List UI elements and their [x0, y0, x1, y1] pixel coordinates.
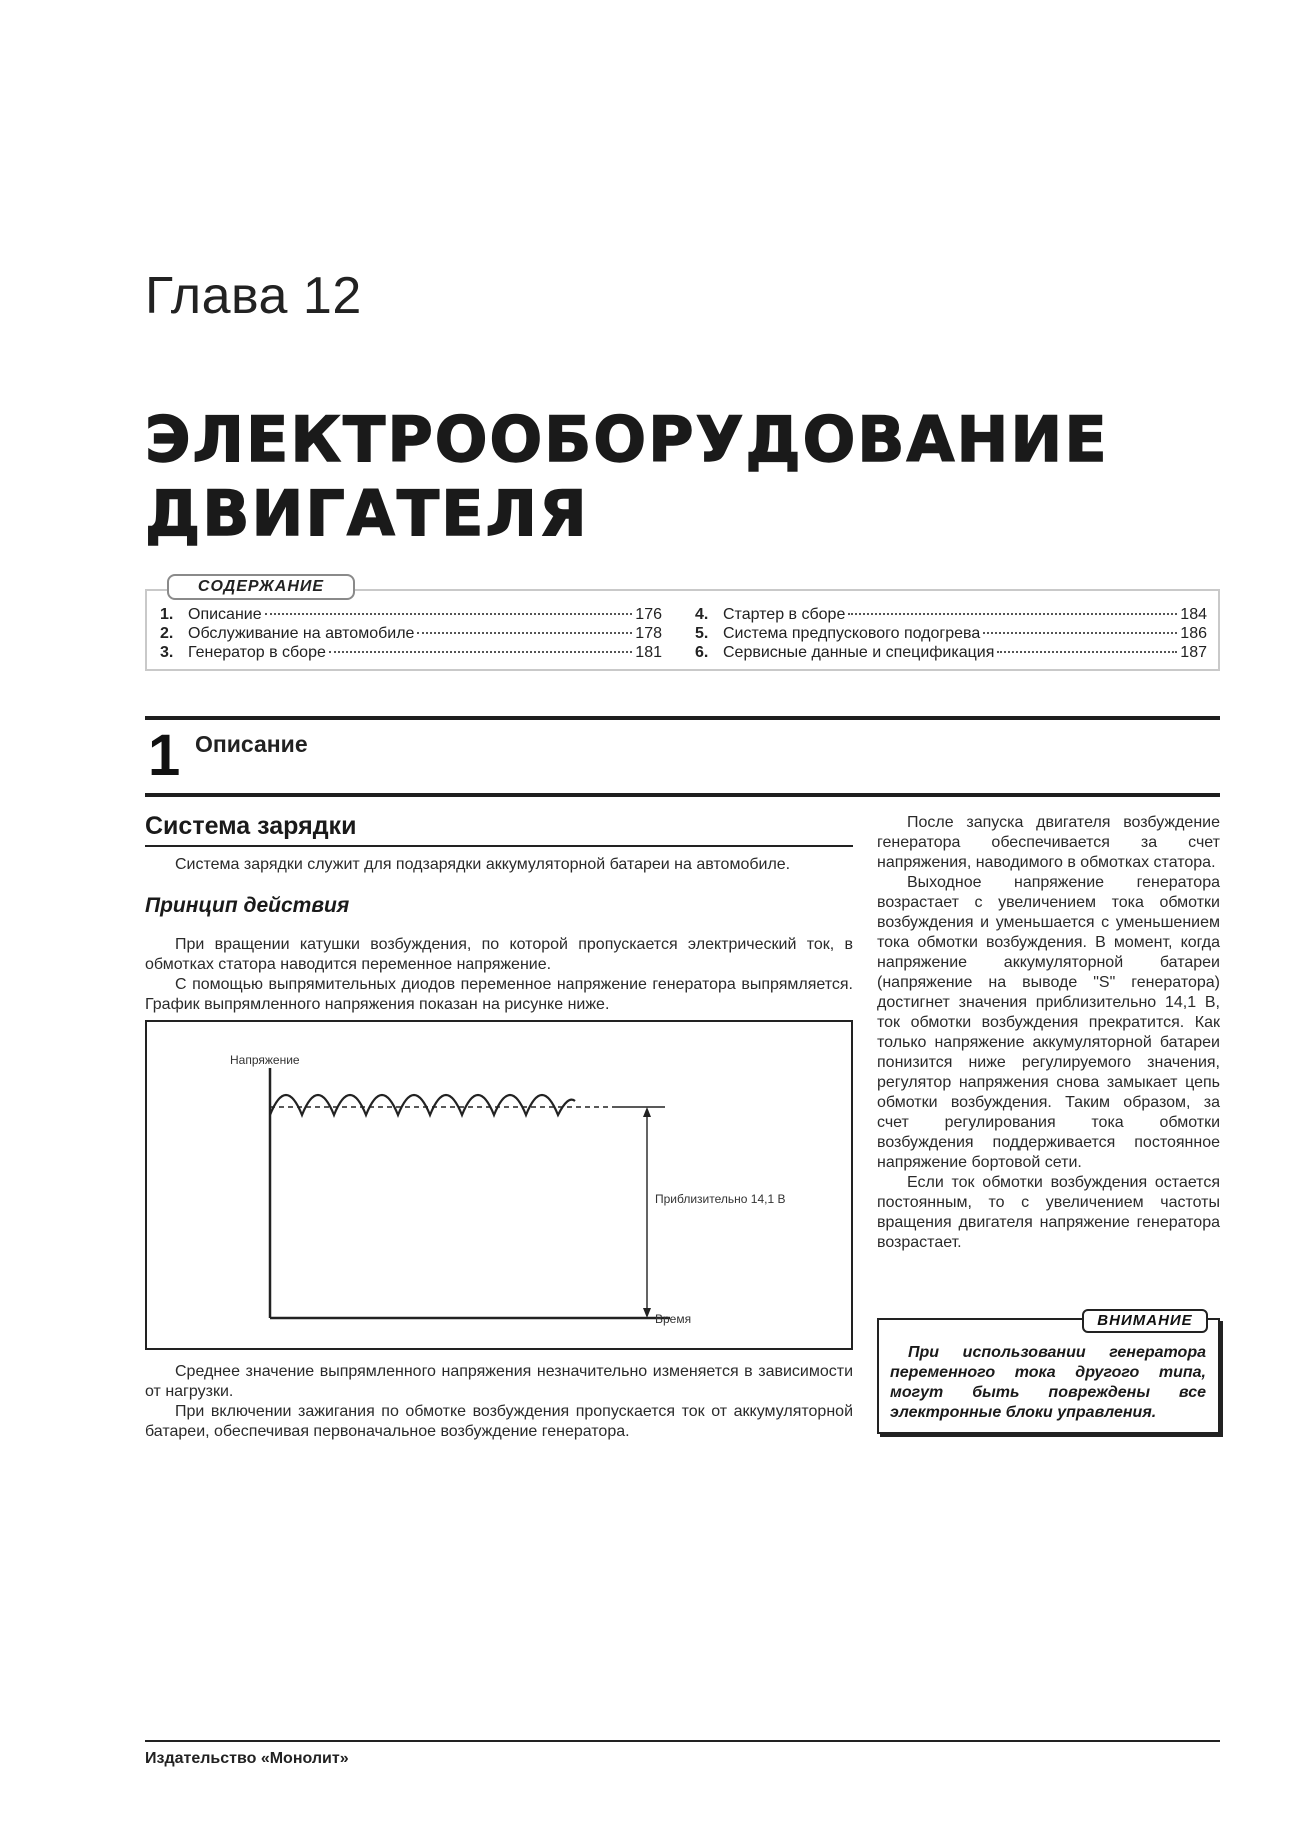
paragraph: При включении зажигания по обмотке возбуждения пропускается ток от аккумуляторной батареи, обеспечивая первоначальное возбуждение генератора.	[145, 1403, 853, 1440]
rectified-voltage-diagram	[145, 1020, 853, 1350]
toc-item-label: Обслуживание на автомобиле	[188, 625, 415, 642]
toc-item-page: 186	[1180, 625, 1207, 642]
toc-item-page: 178	[635, 625, 662, 642]
paragraph: После запуска двигателя возбуждение генератора обеспечивается за счет напряжения, наводимого в обмотках статора.	[877, 814, 1220, 871]
toc-item[interactable]	[695, 643, 1207, 662]
diagram-x-label: Время	[655, 1312, 692, 1326]
diagram-level-label: Приблизительно 14,1 В	[655, 1192, 786, 1206]
section-bottom-rule	[145, 793, 1220, 797]
toc-item-label: Генератор в сборе	[188, 644, 326, 661]
toc-leader-dots	[997, 651, 1177, 653]
warning-text-block	[890, 1343, 1206, 1423]
chapter-label: Глава 12	[145, 267, 362, 325]
principle-text-block	[145, 935, 853, 1015]
toc-item-label: Система предпускового подогрева	[723, 625, 981, 642]
toc-right-column	[695, 605, 1207, 662]
warning-text: При использовании генератора переменного тока другого типа, могут быть повреждены все электронные блоки управления.	[890, 1344, 1206, 1421]
chapter-title-line-1: ЭЛЕКТРООБОРУДОВАНИЕ	[145, 403, 1109, 476]
section-number: 1	[148, 723, 181, 788]
toc-item[interactable]	[160, 643, 662, 662]
toc-item-number: 3.	[160, 644, 174, 661]
toc-left-column	[160, 605, 662, 662]
chapter-title-line-2: ДВИГАТЕЛЯ	[145, 477, 589, 550]
after-figure-text-block	[145, 1362, 853, 1442]
arrow-up-icon	[643, 1107, 651, 1117]
arrow-down-icon	[643, 1308, 651, 1318]
toc-leader-dots	[417, 632, 632, 634]
toc-leader-dots	[265, 613, 633, 615]
warning-label: ВНИМАНИЕ	[1082, 1309, 1208, 1333]
toc-item[interactable]	[695, 624, 1207, 643]
section-title: Описание	[195, 731, 308, 757]
paragraph: Среднее значение выпрямленного напряжения незначительно изменяется в зависимости от нагрузки.	[145, 1363, 853, 1400]
toc-item[interactable]	[695, 605, 1207, 624]
section-top-rule	[145, 716, 1220, 720]
toc-item[interactable]	[160, 624, 662, 643]
right-column-text	[877, 813, 1220, 1253]
paragraph: При вращении катушки возбуждения, по которой пропускается электрический ток, в обмотках статора наводится переменное напряжение.	[145, 936, 853, 973]
toc-label: СОДЕРЖАНИЕ	[167, 574, 355, 600]
toc-item-page: 184	[1180, 606, 1207, 623]
toc-leader-dots	[983, 632, 1177, 634]
toc-item-label: Стартер в сборе	[723, 606, 846, 623]
footer-rule	[145, 1740, 1220, 1742]
toc-item-number: 6.	[695, 644, 709, 661]
toc-item-page: 187	[1180, 644, 1207, 661]
subsection-heading: Система зарядки	[145, 812, 357, 840]
toc-item-number: 1.	[160, 606, 174, 623]
intro-paragraph	[145, 855, 853, 875]
toc-item-number: 4.	[695, 606, 709, 623]
paragraph: С помощью выпрямительных диодов переменное напряжение генератора выпрямляется. График выпрямленного напряжения показан на рисунке ниже.	[145, 976, 853, 1013]
toc-item-page: 176	[635, 606, 662, 623]
intro-text: Система зарядки служит для подзарядки аккумуляторной батареи на автомобиле.	[175, 856, 791, 873]
principle-heading: Принцип действия	[145, 894, 350, 917]
toc-item-label: Сервисные данные и спецификация	[723, 644, 995, 661]
toc-item[interactable]	[160, 605, 662, 624]
toc-leader-dots	[848, 613, 1177, 615]
toc-item-page: 181	[635, 644, 662, 661]
publisher-name: Издательство «Монолит»	[145, 1750, 349, 1767]
rectified-voltage-waveform	[270, 1095, 575, 1115]
toc-item-label: Описание	[188, 606, 262, 623]
diagram-y-label: Напряжение	[230, 1053, 300, 1067]
toc-item-number: 2.	[160, 625, 174, 642]
chapter-title	[145, 403, 1109, 551]
toc-item-number: 5.	[695, 625, 709, 642]
toc-leader-dots	[329, 651, 632, 653]
subsection-rule	[145, 845, 853, 847]
paragraph: Если ток обмотки возбуждения остается постоянным, то с увеличением частоты вращения двигателя напряжение генератора возрастает.	[877, 1174, 1220, 1251]
paragraph: Выходное напряжение генератора возрастает с увеличением тока обмотки возбуждения и уменьшается с уменьшением тока обмотки возбуждения. В момент, когда напряжение аккумуляторной батареи (напряжение на выводе "S" генератора) достигнет значения приблизительно 14,1 В, ток обмотки возбуждения прекратится. Как только напряжение аккумуляторной батареи понизится ниже регулируемого значения, регулятор напряжения снова замыкает цепь обмотки возбуждения. Таким образом, за счет регулирования тока обмотки возбуждения поддерживается постоянное напряжение бортовой сети.	[877, 874, 1220, 1171]
